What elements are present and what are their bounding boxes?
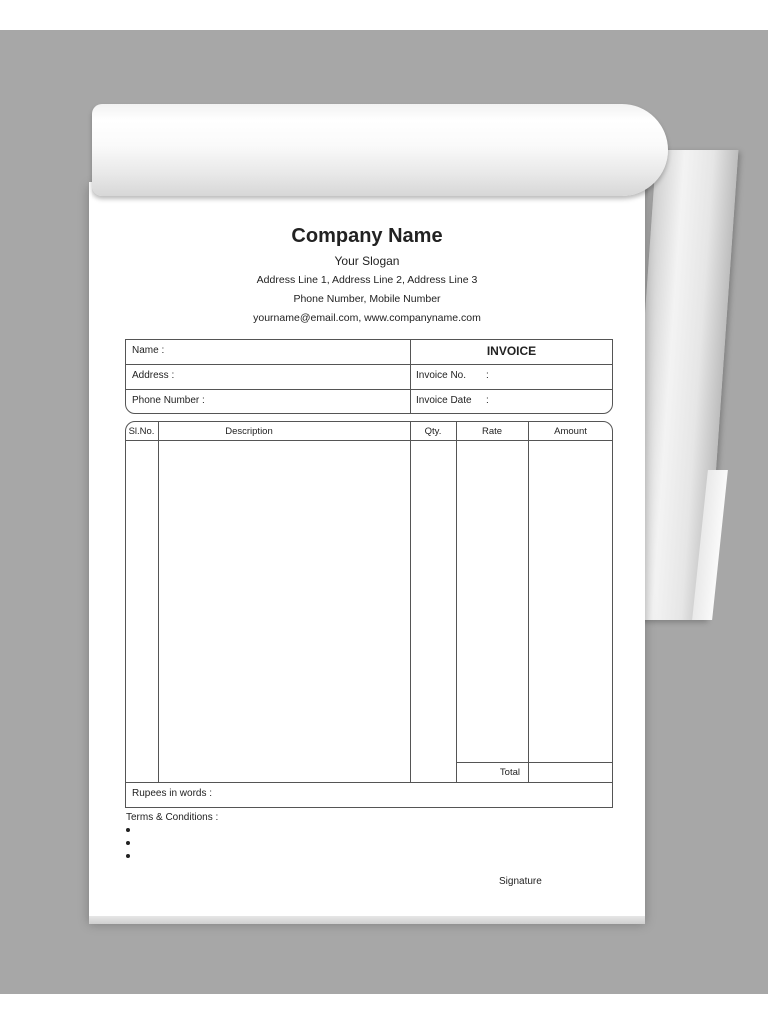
info-row-line-1	[125, 364, 613, 365]
invoice-number-separator: :	[486, 370, 489, 381]
total-label: Total	[499, 767, 520, 778]
invoice-date-label: Invoice Date	[416, 395, 472, 406]
items-table	[125, 421, 613, 783]
terms-bullet-1	[126, 828, 130, 832]
rolled-top-page	[92, 104, 668, 196]
col-divider-slno	[158, 421, 159, 783]
company-slogan: Your Slogan	[334, 254, 400, 268]
header-description: Description	[225, 426, 273, 437]
company-contact: yourname@email.com, www.companyname.com	[253, 312, 481, 324]
page-stack-edge	[89, 916, 645, 924]
company-address: Address Line 1, Address Line 2, Address Line 3	[256, 274, 478, 286]
address-label: Address :	[132, 370, 175, 381]
invoice-date-separator: :	[486, 395, 489, 406]
col-divider-description	[410, 421, 411, 783]
terms-bullet-3	[126, 854, 130, 858]
col-divider-rate	[528, 421, 529, 783]
terms-bullet-2	[126, 841, 130, 845]
rupees-in-words-label: Rupees in words :	[132, 788, 213, 799]
terms-label: Terms & Conditions :	[126, 812, 219, 823]
company-phone: Phone Number, Mobile Number	[293, 293, 441, 305]
total-row-line	[456, 762, 613, 763]
invoice-title: INVOICE	[486, 344, 537, 358]
header-slno: Sl.No.	[128, 426, 155, 437]
signature-label: Signature	[499, 876, 542, 887]
table-header-line	[125, 440, 613, 441]
header-rate: Rate	[481, 426, 503, 437]
col-divider-qty	[456, 421, 457, 783]
phone-number-label: Phone Number :	[132, 395, 205, 406]
header-amount: Amount	[554, 426, 587, 437]
info-row-line-2	[125, 389, 613, 390]
name-label: Name :	[132, 345, 165, 356]
invoice-number-label: Invoice No.	[416, 370, 467, 381]
company-name: Company Name	[291, 225, 443, 247]
header-qty: Qty.	[424, 426, 442, 437]
